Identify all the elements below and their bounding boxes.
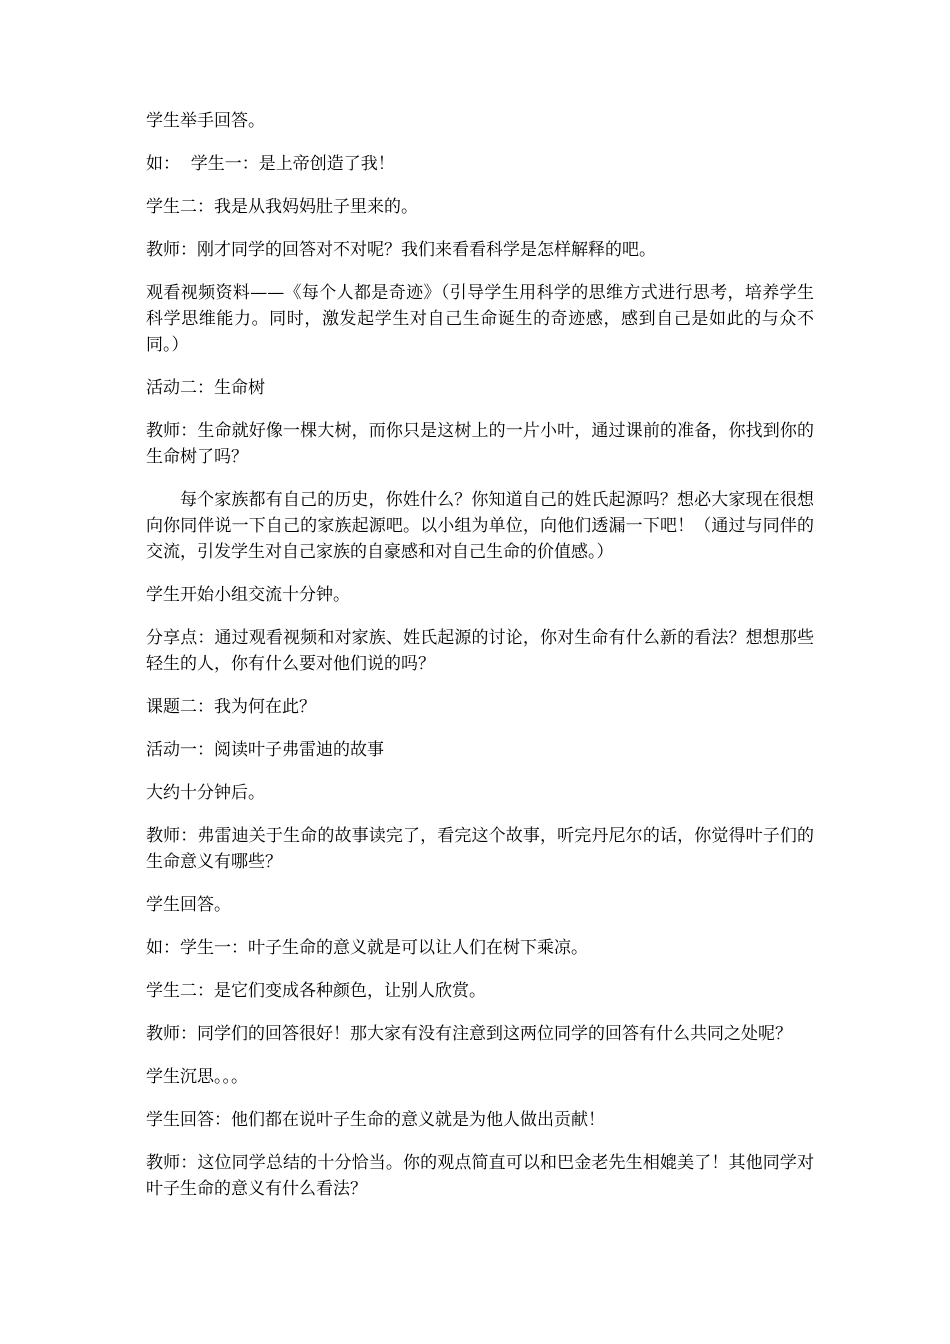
paragraph-student-raise-hand: 学生举手回答。	[146, 111, 265, 131]
paragraph-student-contribution: 学生回答：他们都在说叶子生命的意义就是为他人做出贡献！	[146, 1110, 605, 1130]
document-page	[146, 108, 814, 1219]
heading-topic-two: 课题二：我为何在此？	[146, 697, 316, 717]
paragraph-watch-video: 观看视频资料——《每个人都是奇迹》（引导学生用科学的思维方式进行思考，培养学生科学思维能力。同时，激发起学生对自己生命诞生的奇迹感，感到自己是如此的与众不同。）	[146, 283, 814, 355]
paragraph-group-discussion: 学生开始小组交流十分钟。	[146, 585, 350, 605]
paragraph-student-one-god: 如： 学生一：是上帝创造了我！	[146, 154, 395, 174]
paragraph-family-history: 每个家族都有自己的历史，你姓什么？你知道自己的姓氏起源吗？想必大家现在很想向你同伴说一下自己的家族起源吧。以小组为单位，向他们透漏一下吧！（通过与同伴的交流，引发学生对自己家族的自豪感和对自己生命的价值感。）	[146, 490, 814, 562]
paragraph-student-two-colors: 学生二：是它们变成各种颜色，让别人欣赏。	[146, 981, 486, 1001]
paragraph-ten-minutes-later: 大约十分钟后。	[146, 783, 265, 803]
paragraph-teacher-science: 教师：刚才同学的回答对不对呢？我们来看看科学是怎样解释的吧。	[146, 240, 656, 260]
paragraph-teacher-bajin: 教师：这位同学总结的十分恰当。你的观点简直可以和巴金老先生相媲美了！其他同学对叶子生命的意义有什么看法？	[146, 1153, 814, 1199]
paragraph-student-one-shade: 如：学生一：叶子生命的意义就是可以让人们在树下乘凉。	[146, 938, 588, 958]
paragraph-teacher-freddie: 教师：弗雷迪关于生命的故事读完了，看完这个故事，听完丹尼尔的话，你觉得叶子们的生命意义有哪些？	[146, 826, 814, 872]
paragraph-student-ponder: 学生沉思。。。	[146, 1067, 248, 1087]
paragraph-teacher-life-tree: 教师：生命就好像一棵大树，而你只是这树上的一片小叶，通过课前的准备，你找到你的生命树了吗？	[146, 421, 814, 467]
paragraph-student-answer: 学生回答。	[146, 895, 231, 915]
paragraph-sharing-point: 分享点：通过观看视频和对家族、姓氏起源的讨论，你对生命有什么新的看法？想想那些轻生的人，你有什么要对他们说的吗？	[146, 628, 814, 674]
paragraph-student-two-mother: 学生二：我是从我妈妈肚子里来的。	[146, 197, 418, 217]
heading-activity-two: 活动二：生命树	[146, 378, 265, 398]
heading-activity-one: 活动一：阅读叶子弗雷迪的故事	[146, 740, 384, 760]
paragraph-teacher-common: 教师：同学们的回答很好！那大家有没有注意到这两位同学的回答有什么共同之处呢？	[146, 1024, 792, 1044]
